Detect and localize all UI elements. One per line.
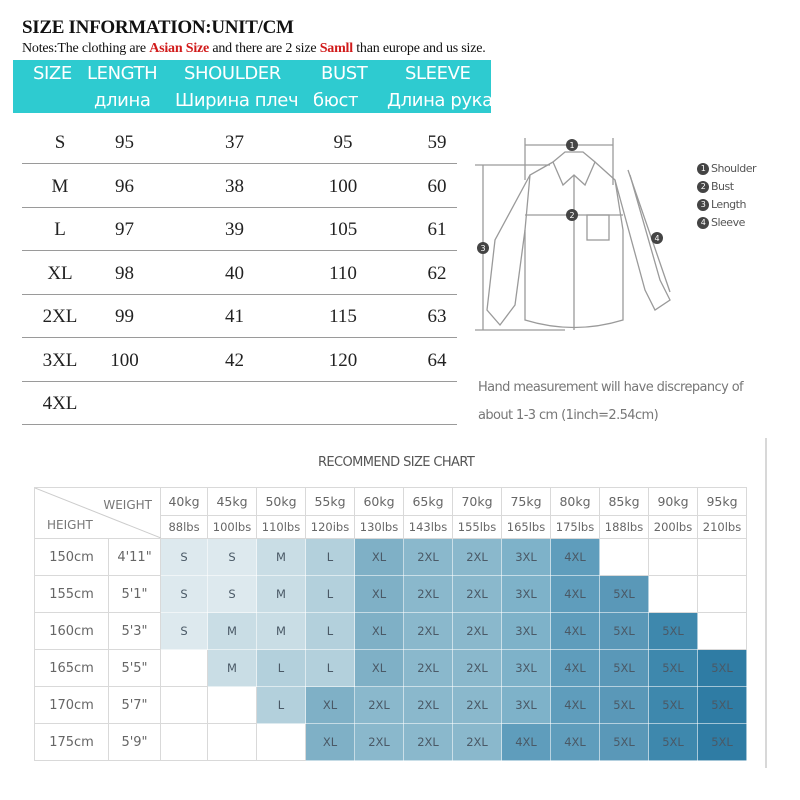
size-row-4xl — [22, 381, 457, 425]
recommended-size-cell: 5XL — [600, 724, 649, 761]
height-row-170cm — [35, 687, 747, 724]
size-row-l — [22, 207, 457, 251]
weight-kg-header: 75kg — [502, 488, 551, 516]
recommended-size-cell: 2XL — [453, 613, 502, 650]
weight-lbs-header: 210lbs — [698, 516, 747, 539]
cell-bust: 95 — [333, 132, 353, 153]
recommended-size-cell: 2XL — [404, 539, 453, 576]
recommended-size-cell: 2XL — [453, 576, 502, 613]
weight-kg-header: 60kg — [355, 488, 404, 516]
weight-lbs-header: 110lbs — [257, 516, 306, 539]
cell-size: M — [51, 175, 69, 197]
height-cm: 155cm — [35, 576, 109, 613]
height-cm: 165cm — [35, 650, 109, 687]
cell-shoulder: 37 — [225, 132, 244, 153]
cell-bust: 115 — [329, 306, 357, 327]
header-sleeve-ru: Длина рукава — [387, 90, 514, 111]
size-row-m — [22, 164, 457, 208]
recommended-size-cell: 4XL — [551, 687, 600, 724]
legend-item-sleeve: 4 Sleeve — [697, 214, 756, 232]
notes-text: Notes:The clothing are — [22, 41, 150, 56]
recommended-size-cell: S — [208, 576, 257, 613]
svg-text:4: 4 — [654, 234, 660, 243]
header-length-ru: длина — [94, 90, 151, 111]
weight-kg-header: 95kg — [698, 488, 747, 516]
height-cm: 150cm — [35, 539, 109, 576]
cell-size: 2XL — [42, 306, 78, 327]
recommended-size-cell — [161, 724, 208, 761]
recommended-size-cell — [208, 687, 257, 724]
cell-shoulder: 39 — [225, 219, 244, 240]
height-ft: 5'7" — [109, 687, 161, 724]
height-ft: 5'1" — [109, 576, 161, 613]
recommend-chart-title: RECOMMEND SIZE CHART — [318, 455, 475, 470]
recommended-size-cell: 2XL — [355, 687, 404, 724]
weight-lbs-header: 165lbs — [502, 516, 551, 539]
recommended-size-cell: S — [161, 539, 208, 576]
recommended-size-cell: 2XL — [404, 613, 453, 650]
recommended-size-cell: XL — [355, 576, 404, 613]
recommended-size-cell: 4XL — [551, 650, 600, 687]
header-sleeve: SLEEVE — [405, 63, 471, 84]
cell-length: 95 — [115, 132, 134, 153]
height-row-155cm — [35, 576, 747, 613]
recommended-size-cell: L — [306, 576, 355, 613]
recommended-size-cell: 2XL — [404, 650, 453, 687]
recommended-size-cell: 3XL — [502, 687, 551, 724]
cell-sleeve: 64 — [427, 349, 447, 371]
weight-lbs-header: 100lbs — [208, 516, 257, 539]
header-shoulder: SHOULDER — [184, 63, 281, 84]
cell-length: 99 — [115, 306, 134, 327]
cell-sleeve: 60 — [427, 175, 447, 197]
svg-text:2: 2 — [569, 211, 575, 220]
weight-lbs-header: 188lbs — [600, 516, 649, 539]
recommended-size-cell: L — [306, 539, 355, 576]
weight-lbs-header: 200lbs — [649, 516, 698, 539]
size-row-xl — [22, 251, 457, 295]
recommended-size-cell: 5XL — [600, 613, 649, 650]
cell-sleeve: 63 — [427, 306, 447, 327]
cell-shoulder: 38 — [225, 175, 244, 197]
recommended-size-cell — [600, 539, 649, 576]
weight-kg-header: 85kg — [600, 488, 649, 516]
legend-item-length: 3 Length — [697, 196, 756, 214]
recommended-size-cell — [161, 687, 208, 724]
recommended-size-cell: 5XL — [698, 650, 747, 687]
weight-kg-header: 70kg — [453, 488, 502, 516]
size-row-3xl — [22, 338, 457, 382]
weight-kg-header: 80kg — [551, 488, 600, 516]
recommended-size-cell — [257, 724, 306, 761]
recommended-size-cell: 5XL — [649, 613, 698, 650]
recommended-size-cell — [649, 539, 698, 576]
svg-text:1: 1 — [569, 141, 575, 150]
measurement-disclaimer: Hand measurement will have discrepancy of about 1-3 cm (1inch=2.54cm) — [478, 380, 744, 423]
cell-size: 3XL — [42, 349, 78, 371]
height-ft: 4'11" — [109, 539, 161, 576]
cell-shoulder: 41 — [225, 306, 244, 327]
recommended-size-cell: S — [161, 576, 208, 613]
recommended-size-cell — [161, 650, 208, 687]
legend-item-shoulder: 1 Shoulder — [697, 160, 756, 178]
weight-lbs-header: 120ibs — [306, 516, 355, 539]
recommended-size-cell: 5XL — [649, 650, 698, 687]
weight-kg-header: 45kg — [208, 488, 257, 516]
recommended-size-cell: 2XL — [355, 724, 404, 761]
cell-length: 98 — [115, 262, 134, 284]
height-row-175cm — [35, 724, 747, 761]
recommended-size-cell: M — [257, 539, 306, 576]
recommended-size-cell — [649, 576, 698, 613]
cell-length: 96 — [115, 175, 134, 197]
weight-kg-header: 90kg — [649, 488, 698, 516]
recommended-size-cell: M — [257, 613, 306, 650]
shirt-diagram — [475, 130, 685, 360]
recommended-size-cell: L — [306, 650, 355, 687]
recommended-size-cell: M — [257, 576, 306, 613]
cell-bust: 105 — [328, 219, 358, 240]
weight-kg-header: 55kg — [306, 488, 355, 516]
recommended-size-cell: XL — [355, 650, 404, 687]
height-row-150cm — [35, 539, 747, 576]
notes-text: and there are 2 size — [209, 41, 320, 56]
weight-lbs-header: 155lbs — [453, 516, 502, 539]
recommended-size-cell: 3XL — [502, 613, 551, 650]
notes-text: than europe and us size. — [352, 41, 486, 56]
cell-length: 97 — [115, 219, 134, 240]
height-ft: 5'5" — [109, 650, 161, 687]
recommended-size-cell: 4XL — [551, 613, 600, 650]
height-row-165cm — [35, 650, 747, 687]
notes-highlight: Asian Size — [149, 41, 210, 56]
recommended-size-cell — [698, 613, 747, 650]
recommended-size-cell: 4XL — [551, 539, 600, 576]
cell-sleeve: 61 — [427, 219, 447, 240]
recommended-size-cell: L — [257, 687, 306, 724]
height-cm: 170cm — [35, 687, 109, 724]
recommended-size-cell: 2XL — [404, 724, 453, 761]
cell-sleeve: 59 — [427, 132, 447, 153]
recommended-size-cell: XL — [306, 687, 355, 724]
recommended-size-cell: 3XL — [502, 539, 551, 576]
measurement-legend — [697, 160, 756, 232]
cell-size: S — [54, 132, 66, 153]
column-header-banner — [13, 60, 514, 113]
recommended-size-cell: XL — [355, 539, 404, 576]
recommended-size-cell: 3XL — [502, 576, 551, 613]
svg-text:3: 3 — [480, 244, 486, 253]
recommended-size-cell: 4XL — [551, 724, 600, 761]
recommended-size-cell — [698, 576, 747, 613]
cell-size: 4XL — [42, 393, 78, 414]
recommended-size-cell: 3XL — [502, 650, 551, 687]
cell-bust: 100 — [328, 175, 358, 197]
recommended-size-cell: L — [306, 613, 355, 650]
recommended-size-cell: 4XL — [551, 576, 600, 613]
shirt-outline-icon — [475, 130, 685, 360]
recommended-size-cell: 5XL — [600, 650, 649, 687]
recommended-size-cell: 2XL — [404, 687, 453, 724]
height-cm: 160cm — [35, 613, 109, 650]
cell-size: L — [54, 219, 66, 240]
weight-lbs-header: 88lbs — [161, 516, 208, 539]
header-bust: BUST — [321, 63, 368, 84]
cell-shoulder: 40 — [225, 262, 244, 284]
recommended-size-cell: S — [161, 613, 208, 650]
header-bust-ru: бюст — [313, 90, 359, 111]
height-ft: 5'9" — [109, 724, 161, 761]
page-title: SIZE INFORMATION:UNIT/CM — [22, 17, 294, 38]
recommended-size-cell: XL — [306, 724, 355, 761]
recommended-size-cell: M — [208, 650, 257, 687]
recommended-size-cell — [208, 724, 257, 761]
weight-lbs-header: 143lbs — [404, 516, 453, 539]
cell-length: 100 — [110, 349, 139, 371]
notes-highlight: Samll — [319, 41, 353, 56]
height-label: HEIGHT — [47, 518, 93, 532]
weight-kg-header: 40kg — [161, 488, 208, 516]
recommended-size-cell: M — [208, 613, 257, 650]
weight-lbs-header: 130lbs — [355, 516, 404, 539]
cell-bust: 120 — [328, 349, 358, 371]
height-row-160cm — [35, 613, 747, 650]
recommended-size-cell: 5XL — [600, 687, 649, 724]
recommended-size-cell: L — [257, 650, 306, 687]
recommended-size-cell: XL — [355, 613, 404, 650]
recommended-size-cell: 5XL — [698, 724, 747, 761]
weight-label: WEIGHT — [103, 498, 152, 512]
size-notes — [22, 41, 486, 57]
weight-lbs-header: 175lbs — [551, 516, 600, 539]
header-size: SIZE — [33, 63, 72, 84]
recommended-size-cell: 2XL — [453, 650, 502, 687]
header-shoulder-ru: Ширина плеч — [175, 90, 299, 111]
recommend-size-grid — [34, 487, 747, 761]
cell-size: XL — [47, 262, 73, 284]
cell-shoulder: 42 — [225, 349, 244, 371]
recommended-size-cell: 2XL — [453, 724, 502, 761]
recommended-size-cell — [698, 539, 747, 576]
height-ft: 5'3" — [109, 613, 161, 650]
recommended-size-cell: 4XL — [502, 724, 551, 761]
cell-bust: 110 — [329, 262, 357, 284]
height-cm: 175cm — [35, 724, 109, 761]
recommended-size-cell: 5XL — [649, 687, 698, 724]
recommended-size-cell: 5XL — [649, 724, 698, 761]
recommended-size-cell: 2XL — [453, 687, 502, 724]
recommended-size-cell: S — [208, 539, 257, 576]
cell-sleeve: 62 — [427, 262, 447, 284]
recommended-size-cell: 5XL — [698, 687, 747, 724]
weight-kg-header: 65kg — [404, 488, 453, 516]
legend-item-bust: 2 Bust — [697, 178, 756, 196]
header-length: LENGTH — [87, 63, 158, 84]
recommended-size-cell: 5XL — [600, 576, 649, 613]
size-row-s — [22, 120, 457, 164]
recommended-size-cell: 2XL — [404, 576, 453, 613]
weight-height-corner — [35, 488, 161, 539]
recommended-size-cell: 2XL — [453, 539, 502, 576]
size-row-2xl — [22, 294, 457, 338]
weight-kg-header: 50kg — [257, 488, 306, 516]
